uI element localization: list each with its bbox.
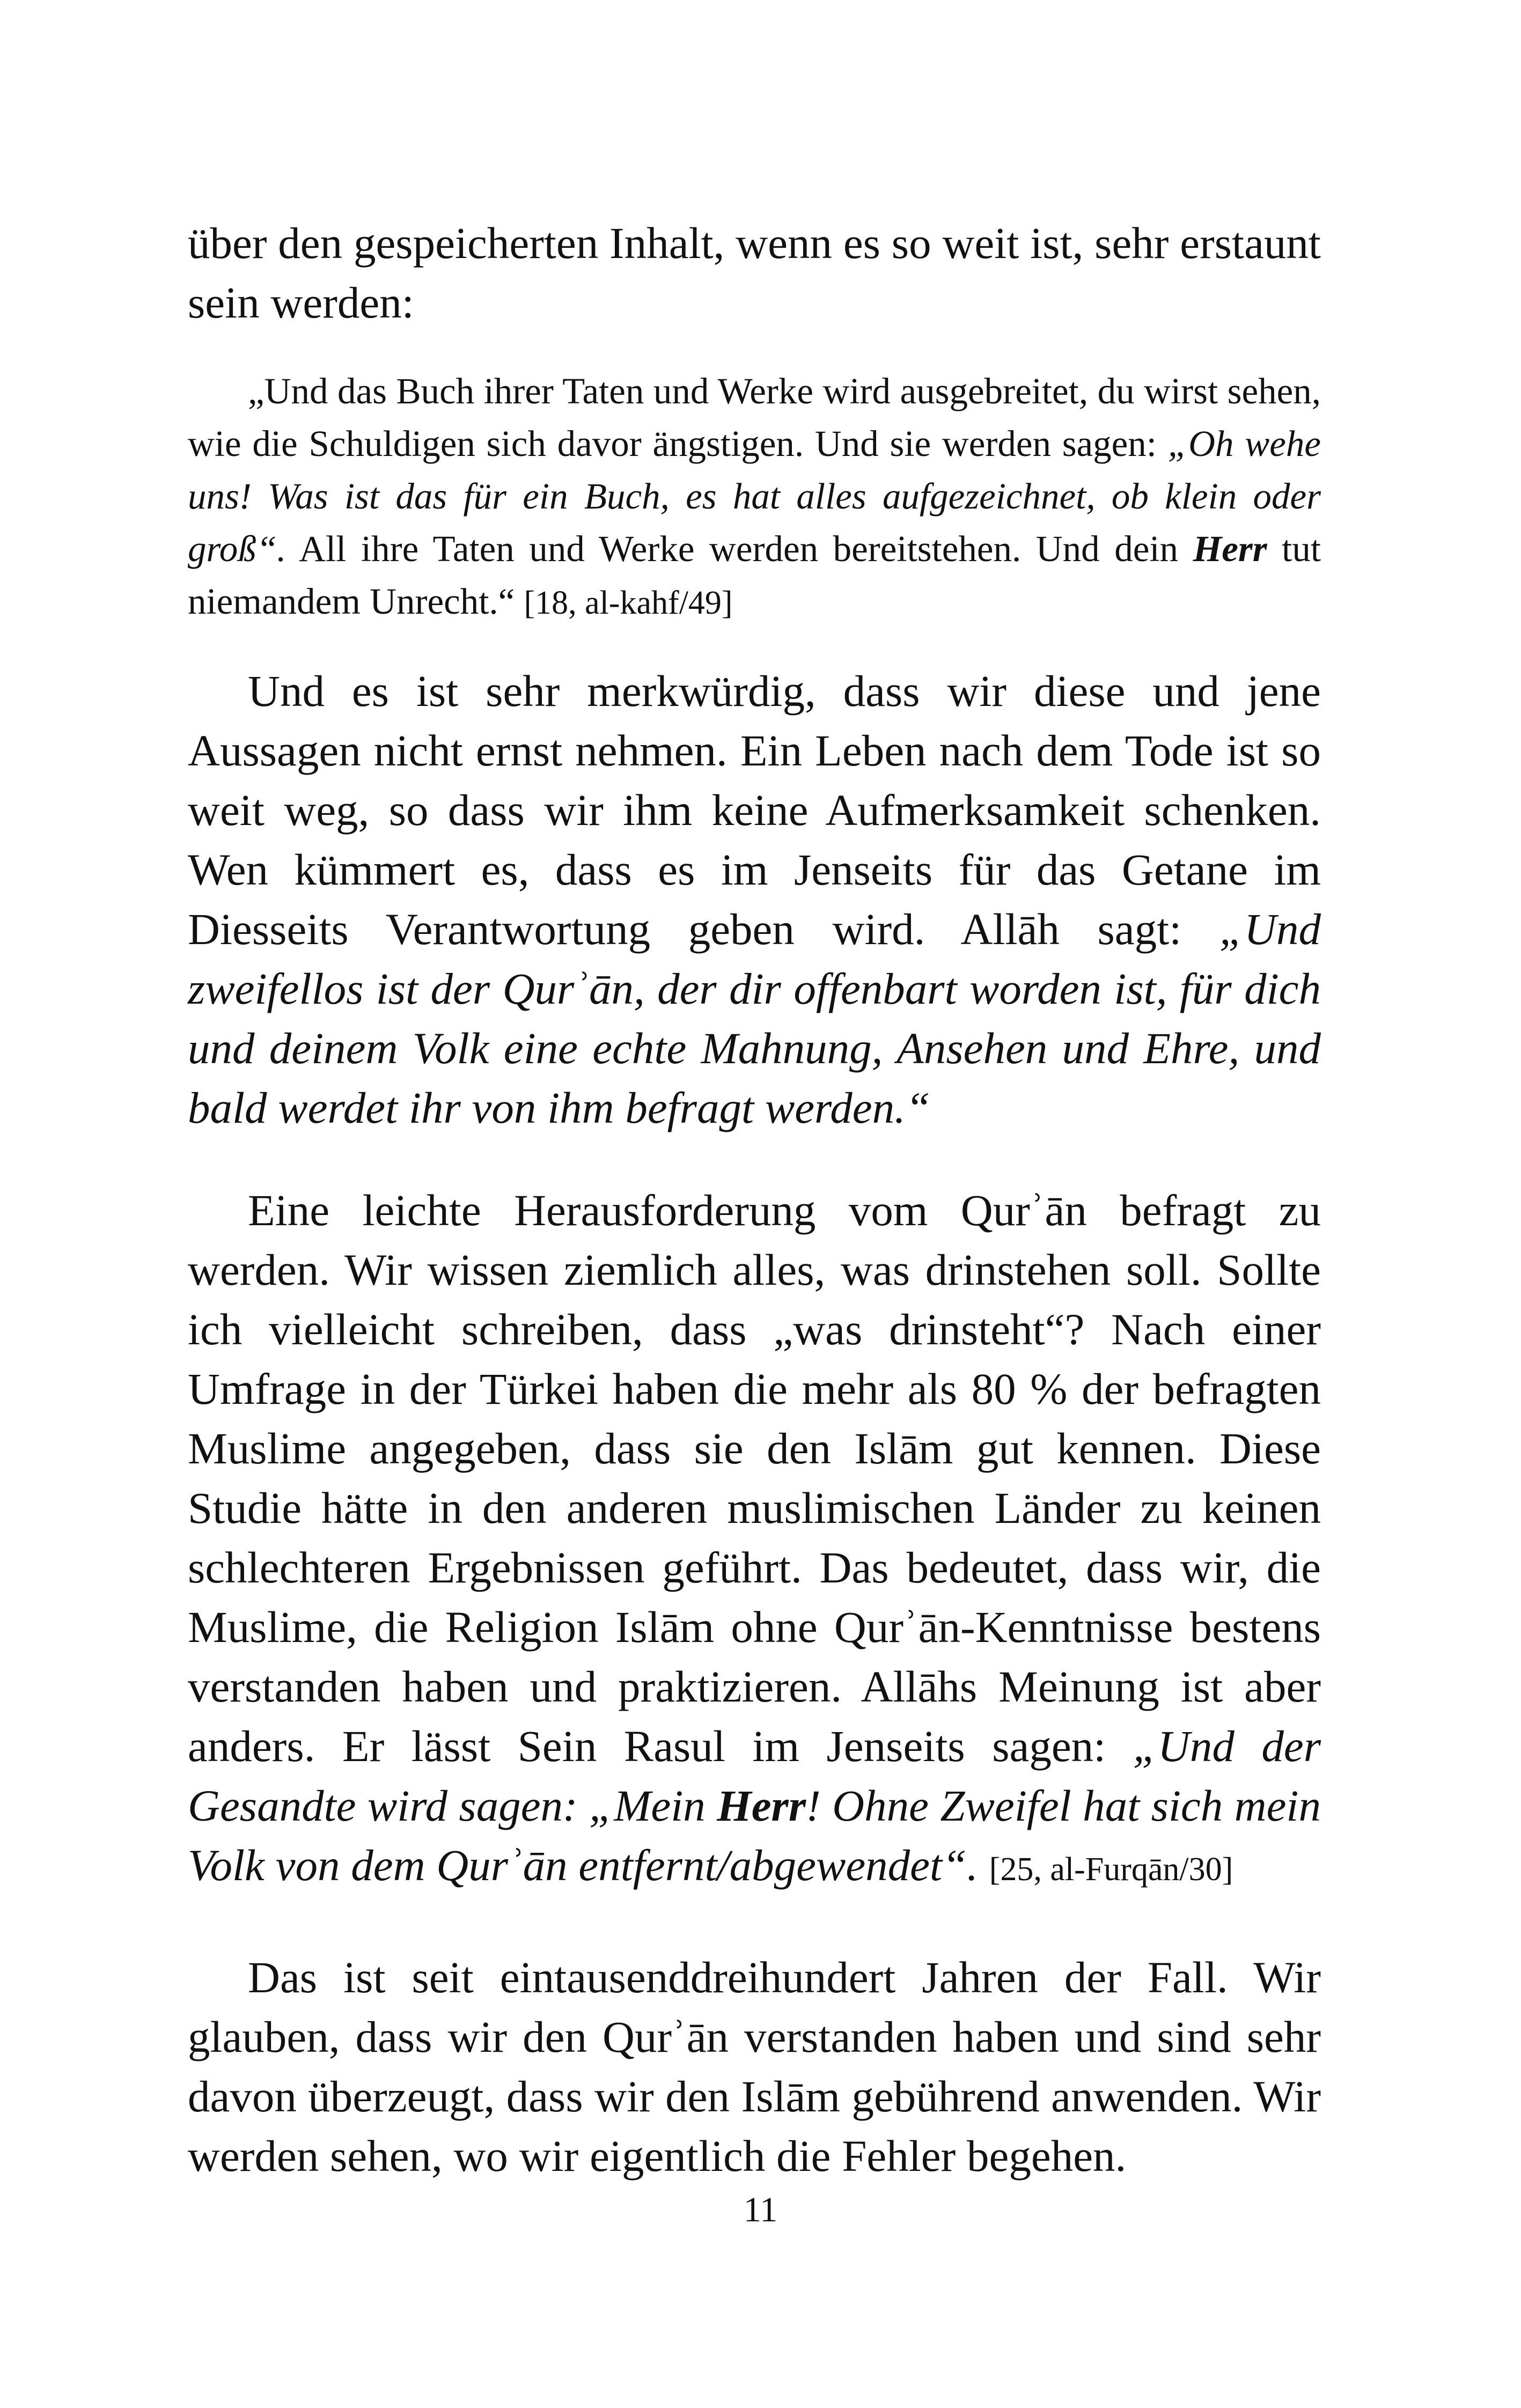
- spacer-text: [978, 1840, 989, 1890]
- paragraph-text: Eine leichte Herausforderung vom Qurʾān befragt zu werden. Wir wissen ziemlich alles, was drinstehen soll. Sollte ich vielleicht schreiben, dass „was drinsteht“? Nach einer Umfrage in der Türkei haben die mehr als 80 % der befragten Muslime angegeben, dass sie den Islām gut kennen. Diese Studie hätte in den anderen muslimischen Länder zu keinen schlechteren Ergebnissen geführt. Das bedeutet, dass wir, die Muslime, die Religion Islām ohne Qurʾān-Kenntnisse bestens verstanden haben und praktizieren. Allāhs Meinung ist aber anders. Er lässt Sein Rasul im Jenseits sagen:: [188, 1185, 1321, 1771]
- quote-italic-text: „Und zweifellos ist der Qurʾān, der dir offenbart worden ist, für dich und deinem Volk eine echte Mahnung, Ansehen und Ehre, und bald werdet ihr von ihm befragt werden.“: [188, 904, 1321, 1132]
- quote-text: tut niemandem Unrecht.“: [188, 528, 1321, 622]
- emphasis-herr: Herr: [1193, 528, 1267, 569]
- quote-italic-text: „Und der Gesandte wird sagen: „Mein: [188, 1721, 1321, 1830]
- paragraph-reflection: [188, 661, 1321, 1138]
- quote-text: „Und das Buch ihrer Taten und Werke wird ausgebreitet, du wirst sehen, wie die Schuldigen sich davor ängstigen. Und sie werden sagen:: [188, 371, 1321, 464]
- page-body: [188, 213, 1321, 2186]
- paragraph-text: über den gespeicherten Inhalt, wenn es so weit ist, sehr erstaunt sein werden:: [188, 218, 1321, 327]
- verse-reference: [25, al-Furqān/30]: [989, 1851, 1233, 1888]
- verse-reference: [18, al-kahf/49]: [524, 585, 733, 621]
- paragraph-text: Und es ist sehr merkwürdig, dass wir diese und jene Aussagen nicht ernst nehmen. Ein Leben nach dem Tode ist so weit weg, so dass wir ihm keine Aufmerksamkeit schenken. Wen kümmert es, dass es im Jenseits für das Getane im Diesseits Verantwortung geben wird. Allāh sagt:: [188, 666, 1321, 954]
- quote-block-al-kahf: [188, 365, 1321, 629]
- quote-italic-text: ! Ohne Zweifel hat sich mein Volk von dem Qurʾān entfernt/abgewendet“.: [188, 1781, 1321, 1890]
- paragraph-text: Das ist seit eintausenddreihundert Jahren der Fall. Wir glauben, dass wir den Qurʾān verstanden haben und sind sehr davon überzeugt, dass wir den Islām gebührend anwenden. Wir werden sehen, wo wir eigentlich die Fehler begehen.: [188, 1953, 1321, 2181]
- quote-italic-text: „Oh wehe uns! Was ist das für ein Buch, es hat alles aufgezeichnet, ob klein oder groß“.: [188, 423, 1321, 569]
- page-number: 11: [743, 2190, 778, 2229]
- paragraph-survey: [188, 1181, 1321, 1899]
- paragraph-intro: [188, 213, 1321, 333]
- emphasis-herr: Herr: [717, 1781, 806, 1830]
- paragraph-conclusion: [188, 1948, 1321, 2186]
- quote-text: All ihre Taten und Werke werden bereitstehen. Und dein: [286, 528, 1193, 569]
